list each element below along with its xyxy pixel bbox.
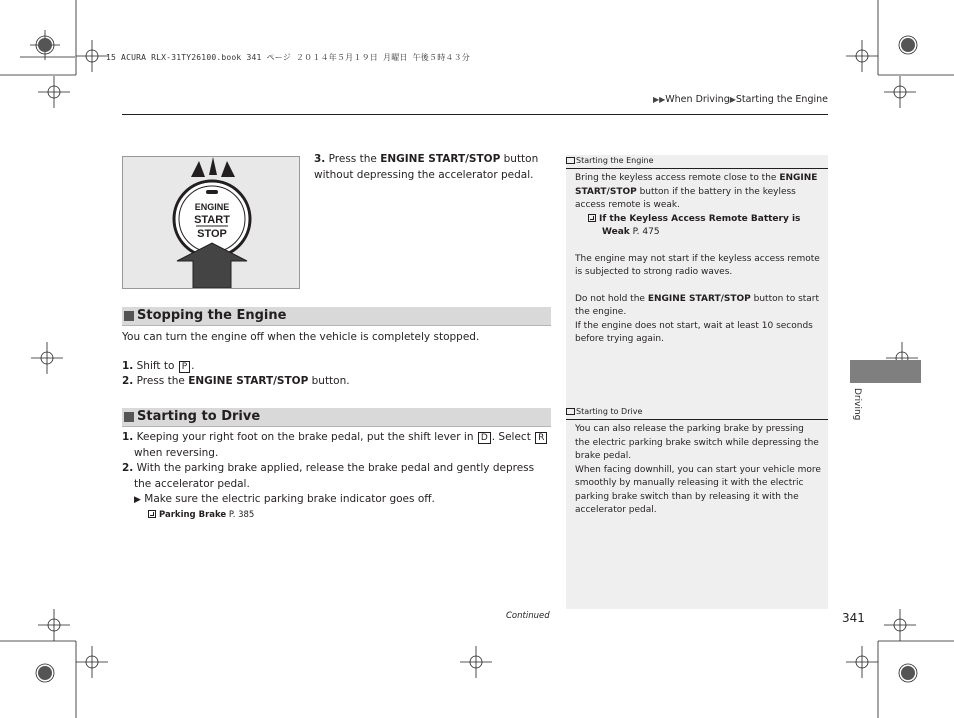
engine-start-stop-illustration bbox=[122, 156, 300, 289]
sidebar-title-starting-engine: Starting the Engine bbox=[566, 156, 654, 165]
breadcrumb-arrow-icon: ▶▶ bbox=[652, 95, 666, 104]
drive-step-1: 1. Keeping your right foot on the brake pedal, put the shift lever in D . Select R when reversing. bbox=[122, 430, 552, 461]
section-heading-stopping: Stopping the Engine bbox=[122, 307, 551, 326]
header-rule bbox=[122, 114, 828, 115]
sidebar-box1-body: Bring the keyless access remote close to the ENGINE START/STOP button if the battery in the keyless access remote is weak. If the Keyless Access Remote Battery is Weak P. 475 The engine may not start if the keyless access remote is subjected to strong radio waves. Do not hold the ENGINE START/STOP button to start the engine. If the engine does not start, wait at least 10 seconds before trying again. bbox=[575, 173, 820, 344]
cross-reference-icon bbox=[148, 510, 156, 518]
xref-keyless-battery[interactable]: If the Keyless Access Remote Battery is Weak P. 475 bbox=[575, 213, 821, 240]
shift-r-key: R bbox=[535, 432, 547, 444]
breadcrumb-level2[interactable]: Starting the Engine bbox=[735, 94, 828, 105]
chapter-tab-label: Driving bbox=[852, 388, 862, 421]
breadcrumb-level1[interactable]: When Driving bbox=[665, 94, 730, 105]
page-number: 341 bbox=[842, 611, 865, 625]
shift-p-key: P bbox=[179, 361, 190, 373]
note-icon bbox=[566, 408, 575, 415]
drive-bullet: ▶ Make sure the electric parking brake indicator goes off. bbox=[134, 493, 435, 505]
shift-d-key: D bbox=[478, 432, 491, 444]
sidebar-title-starting-drive: Starting to Drive bbox=[566, 407, 642, 416]
xref-parking-brake[interactable]: Parking Brake P. 385 bbox=[148, 510, 254, 520]
engine-button-drawing bbox=[123, 157, 299, 288]
bullet-arrow-icon: ▶ bbox=[134, 495, 141, 505]
breadcrumb bbox=[653, 94, 828, 105]
illus-label-start: START bbox=[194, 214, 230, 226]
section-square-icon bbox=[124, 311, 134, 321]
drive-step-2: 2. With the parking brake applied, release the brake pedal and gently depress the accelerator pedal. bbox=[122, 462, 535, 490]
chapter-tab[interactable] bbox=[850, 360, 921, 383]
stopping-step-2: 2. Press the ENGINE START/STOP button. bbox=[122, 375, 350, 387]
sidebar-rule bbox=[566, 419, 828, 420]
sidebar-box2-body: You can also release the parking brake by pressing the electric parking brake switch while depressing the brake pedal. When facing downhill, you can start your vehicle more smoothly by manually releasing it with the electric parking brake switch than by releasing it with the accelerator pedal. bbox=[575, 424, 821, 515]
breadcrumb-arrow-icon: ▶ bbox=[729, 95, 736, 104]
illus-label-engine: ENGINE bbox=[194, 202, 230, 212]
print-header: 15 ACURA RLX-31TY26100.book 341 ページ ２０１４年５月１９日 月曜日 午後５時４３分 bbox=[106, 53, 471, 62]
cross-reference-icon bbox=[588, 214, 596, 222]
stopping-step-1: 1. Shift to P . bbox=[122, 360, 195, 372]
section-heading-starting-drive: Starting to Drive bbox=[122, 408, 551, 427]
step-3: 3. Press the ENGINE START/STOP button without depressing the accelerator pedal. bbox=[314, 153, 539, 181]
section-square-icon bbox=[124, 412, 134, 422]
stopping-intro: You can turn the engine off when the vehicle is completely stopped. bbox=[122, 331, 480, 343]
note-icon bbox=[566, 157, 575, 164]
sidebar-rule bbox=[566, 168, 828, 169]
continued-label: Continued bbox=[506, 611, 550, 621]
illus-label-stop: STOP bbox=[197, 228, 227, 240]
